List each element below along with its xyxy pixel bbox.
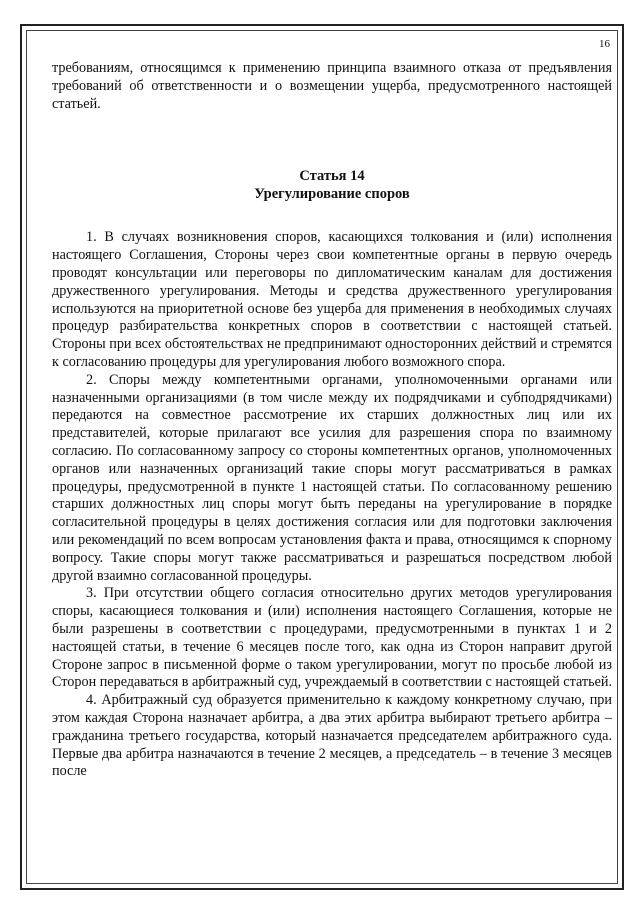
document-body — [52, 60, 612, 781]
article-title: Урегулирование споров — [254, 186, 410, 203]
heading-spacer — [52, 203, 612, 229]
intro-paragraph: требованиям, относящимся к применению принципа взаимного отказа от предъявления требований об ответственности и о возмещении ущерба, предусмотренного настоящей статьей. — [52, 60, 612, 112]
article-paragraph-1: 1. В случаях возникновения споров, касающихся толкования и (или) исполнения настоящего Соглашения, Стороны через свои компетентные органы в первую очередь проводят консультации или переговоры по дипломатическим каналам для достижения дружественного урегулирования. Методы и средства дружественного урегулирования используются на приоритетной основе без ущерба для применения в необходимых случаях процедур разбирательства конкретных споров в соответствии с настоящей статьей. Стороны при всех обстоятельствах не предпринимают односторонних действий и стремятся к согласованию процедуры для урегулирования любого возможного спора. — [52, 229, 613, 370]
article-paragraph-4: 4. Арбитражный суд образуется применительно к каждому конкретному случаю, при этом каждая Сторона назначает арбитра, а два этих арбитра выбирают третьего арбитра – гражданина третьего государства, который назначается председателем арбитражного суда. Первые два арбитра назначаются в течение 2 месяцев, а председатель – в течение 3 месяцев после — [52, 692, 612, 780]
article-number: Статья 14 — [299, 168, 365, 185]
section-spacer — [52, 113, 612, 167]
article-paragraph-2: 2. Споры между компетентными органами, уполномоченными органами или назначенными организациями (в том числе между их подрядчиками и субподрядчиками) передаются на совместное рассмотрение их старших должностных лиц или их представителей, которые прилагают все усилия для разрешения спора по взаимному согласию. По согласованному запросу со стороны компетентных органов, уполномоченных органов или назначенных организаций такие споры могут рассматриваться в рамках процедуры, предусмотренной в пункте 1 настоящей статьи. По согласованному решению старших должностных лиц споры могут быть переданы на урегулирование в порядке согласительной процедуры в целях достижения согласия или для подготовки заключения или рекомендаций по всем вопросам установления факта и права, относящимся к спорному вопросу. Такие споры могут также рассматриваться и разрешаться посредством любой другой взаимно согласованной процедуры. — [52, 371, 612, 584]
page-number: 16 — [599, 38, 610, 50]
article-paragraph-3: 3. При отсутствии общего согласия относительно других методов урегулирования споры, касающиеся толкования и (или) исполнения настоящего Соглашения, которые не были разрешены в соответствии с процедурами, предусмотренными в пунктах 1 и 2 настоящей статьи, в течение 6 месяцев после того, как одна из Сторон направит другой Стороне запрос в письменной форме о таком урегулировании, могут по просьбе любой из Сторон передаваться в арбитражный суд, учреждаемый в соответствии с настоящей статьей. — [52, 585, 613, 691]
